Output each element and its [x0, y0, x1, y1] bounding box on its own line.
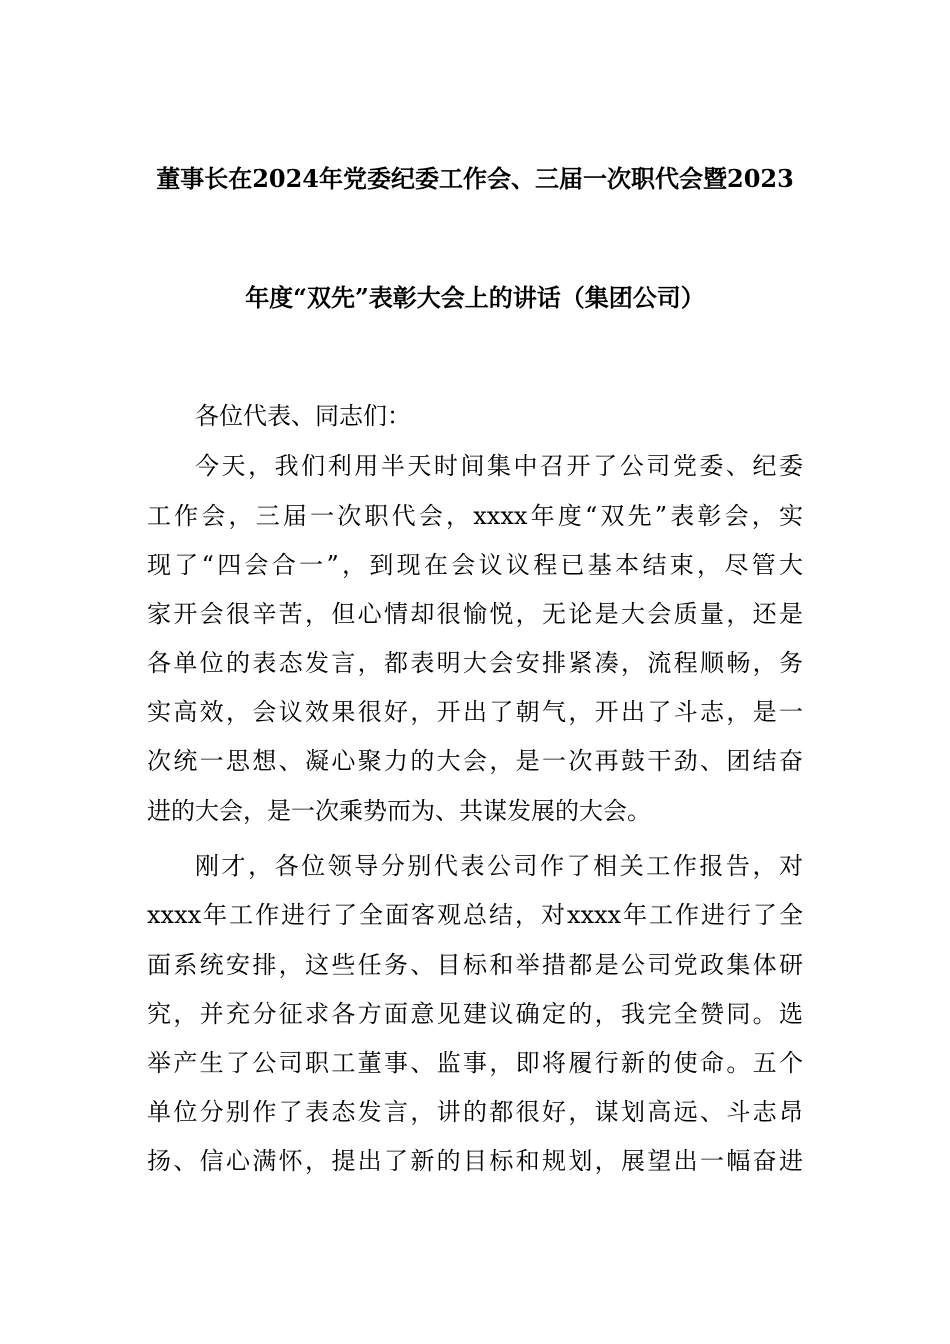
- paragraph-line: 单位分别作了表态发言，讲的都很好，谋划高远、斗志昂: [147, 1098, 803, 1126]
- paragraph-line: 家开会很辛苦，但心情却很愉悦，无论是大会质量，还是: [147, 600, 803, 628]
- paragraph-line: 现了“四会合一”，到现在会议议程已基本结束，尽管大: [147, 551, 803, 579]
- paragraph-line: 面系统安排，这些任务、目标和举措都是公司党政集体研: [147, 951, 803, 979]
- paragraph-line: 各单位的表态发言，都表明大会安排紧凑，流程顺畅，务: [147, 649, 803, 677]
- paragraph-line: xxxx年工作进行了全面客观总结，对xxxx年工作进行了全: [147, 901, 803, 929]
- paragraph-line: 举产生了公司职工董事、监事，即将履行新的使命。五个: [147, 1049, 803, 1077]
- paragraph-line: 实高效，会议效果很好，开出了朝气，开出了斗志，是一: [147, 698, 803, 726]
- paragraph-line: 进的大会，是一次乘势而为、共谋发展的大会。: [147, 797, 651, 825]
- title-line-2: 年度“双先”表彰大会上的讲话（集团公司）: [245, 283, 705, 312]
- paragraph-line: 今天，我们利用半天时间集中召开了公司党委、纪委: [195, 452, 803, 480]
- paragraph-line: 究，并充分征求各方面意见建议确定的，我完全赞同。选: [147, 1000, 803, 1028]
- greeting: 各位代表、同志们：: [195, 402, 411, 430]
- paragraph-line: 扬、信心满怀，提出了新的目标和规划，展望出一幅奋进: [147, 1147, 803, 1175]
- title-line-1: 董事长在2024年党委纪委工作会、三届一次职代会暨2023: [156, 164, 794, 193]
- paragraph-line: 次统一思想、凝心聚力的大会，是一次再鼓干劲、团结奋: [147, 747, 803, 775]
- paragraph-line: 刚才，各位领导分别代表公司作了相关工作报告，对: [195, 852, 803, 880]
- paragraph-line: 工作会，三届一次职代会，xxxx年度“双先”表彰会，实: [147, 502, 803, 530]
